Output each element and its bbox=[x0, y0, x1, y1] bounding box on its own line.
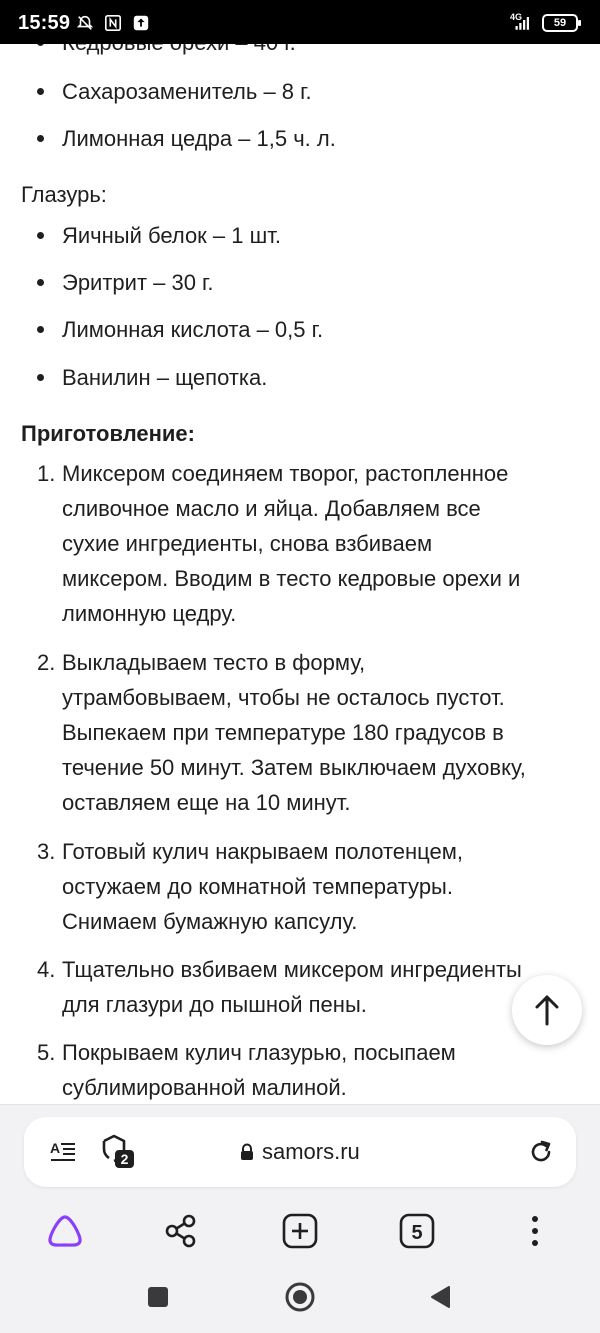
shield-count: 2 bbox=[120, 1151, 129, 1167]
step-line: сливочное масло и яйца. Добавляем все bbox=[62, 496, 481, 521]
svg-text:A: A bbox=[50, 1140, 61, 1156]
step-line: Миксером соединяем творог, растопленное bbox=[62, 461, 509, 486]
step-text bbox=[62, 952, 577, 1022]
more-vertical-icon bbox=[530, 1215, 540, 1247]
reader-mode-icon[interactable] bbox=[50, 1139, 76, 1165]
nfc-icon bbox=[104, 14, 122, 32]
glaze-item-text: Лимонная кислота – 0,5 г. bbox=[62, 317, 324, 342]
step-text bbox=[62, 645, 577, 820]
step-line: Тщательно взбиваем миксером ингредиенты bbox=[62, 957, 522, 982]
square-icon bbox=[147, 1286, 169, 1308]
system-navigation-bar bbox=[0, 1275, 600, 1319]
url-display[interactable] bbox=[240, 1139, 360, 1165]
status-icons-right bbox=[510, 14, 578, 32]
list-item bbox=[0, 221, 600, 267]
step-number: 2. bbox=[37, 650, 56, 675]
step-number: 5. bbox=[37, 1040, 56, 1065]
glaze-item-text: Эритрит – 30 г. bbox=[62, 270, 214, 295]
step-line: Готовый кулич накрываем полотенцем, bbox=[62, 839, 463, 864]
browser-bottom-panel bbox=[0, 1104, 600, 1333]
alice-icon bbox=[46, 1214, 84, 1248]
preparation-heading: Приготовление: bbox=[21, 421, 195, 446]
step-text bbox=[62, 456, 577, 631]
tabs-count-icon bbox=[399, 1213, 435, 1249]
step-line: для глазури до пышной пены. bbox=[62, 992, 367, 1017]
bullet-dot bbox=[37, 232, 44, 239]
upload-notification-icon bbox=[132, 14, 150, 32]
list-item bbox=[0, 124, 600, 170]
bullet-dot bbox=[37, 374, 44, 381]
status-bar bbox=[0, 0, 600, 44]
step-line: остужаем до комнатной температуры. bbox=[62, 874, 453, 899]
share-icon bbox=[164, 1214, 198, 1248]
new-tab-button[interactable] bbox=[280, 1211, 320, 1251]
step-line: Покрываем кулич глазурью, посыпаем bbox=[62, 1040, 456, 1065]
glaze-item-text: Яичный белок – 1 шт. bbox=[62, 223, 282, 248]
step-number: 1. bbox=[37, 461, 56, 486]
step-text bbox=[62, 834, 577, 939]
browser-toolbar bbox=[0, 1205, 600, 1255]
glaze-label: Глазурь: bbox=[21, 182, 107, 207]
status-time: 15:59 bbox=[18, 12, 71, 34]
step-number: 4. bbox=[37, 957, 56, 982]
list-item bbox=[0, 363, 600, 409]
address-bar[interactable] bbox=[24, 1117, 576, 1187]
step-line: сухие ингредиенты, снова взбиваем bbox=[62, 531, 433, 556]
tabs-button[interactable] bbox=[397, 1211, 437, 1251]
tabs-count: 5 bbox=[411, 1222, 423, 1244]
menu-button[interactable] bbox=[515, 1211, 555, 1251]
list-item bbox=[0, 268, 600, 314]
list-item bbox=[0, 315, 600, 361]
recents-button[interactable] bbox=[140, 1279, 176, 1315]
arrow-up-icon bbox=[533, 994, 561, 1026]
step-line: Снимаем бумажную капсулу. bbox=[62, 909, 358, 934]
bullet-dot bbox=[37, 279, 44, 286]
bullet-dot bbox=[37, 326, 44, 333]
protect-shield-button[interactable] bbox=[100, 1133, 140, 1173]
back-triangle-icon bbox=[429, 1285, 451, 1309]
ingredient-text: Сахарозаменитель – 8 г. bbox=[62, 79, 312, 104]
step-line: течение 50 минут. Затем выключаем духовку, bbox=[62, 755, 526, 780]
share-button[interactable] bbox=[161, 1211, 201, 1251]
mute-alarm-icon bbox=[76, 14, 94, 32]
reload-icon[interactable] bbox=[528, 1139, 554, 1165]
back-button[interactable] bbox=[422, 1279, 458, 1315]
step-line: сублимированной малиной. bbox=[62, 1075, 347, 1100]
step-line: Выпекаем при температуре 180 градусов в bbox=[62, 720, 504, 745]
plus-box-icon bbox=[282, 1213, 318, 1249]
status-icons-left bbox=[76, 14, 150, 32]
step-line: Выкладываем тесто в форму, bbox=[62, 650, 366, 675]
step-line: оставляем еще на 10 минут. bbox=[62, 790, 351, 815]
step-text bbox=[62, 1035, 577, 1104]
home-circle-icon bbox=[284, 1281, 316, 1313]
ingredient-text: Лимонная цедра – 1,5 ч. л. bbox=[62, 126, 336, 151]
list-item bbox=[0, 77, 600, 123]
shield-icon bbox=[100, 1133, 140, 1173]
step-line: утрамбовываем, чтобы не осталось пустот. bbox=[62, 685, 505, 710]
step-number: 3. bbox=[37, 839, 56, 864]
glaze-item-text: Ванилин – щепотка. bbox=[62, 365, 268, 390]
network-type: 4G bbox=[509, 12, 522, 22]
step-line: миксером. Вводим в тесто кедровые орехи и bbox=[62, 566, 521, 591]
bullet-dot bbox=[37, 88, 44, 95]
alice-button[interactable] bbox=[45, 1211, 85, 1251]
step-line: лимонную цедру. bbox=[62, 601, 237, 626]
home-button[interactable] bbox=[282, 1279, 318, 1315]
domain-text: samors.ru bbox=[262, 1139, 360, 1164]
lock-icon bbox=[240, 1143, 254, 1161]
bullet-dot bbox=[37, 135, 44, 142]
battery-indicator: 59 bbox=[542, 14, 578, 32]
scroll-to-top-button[interactable] bbox=[512, 975, 582, 1045]
